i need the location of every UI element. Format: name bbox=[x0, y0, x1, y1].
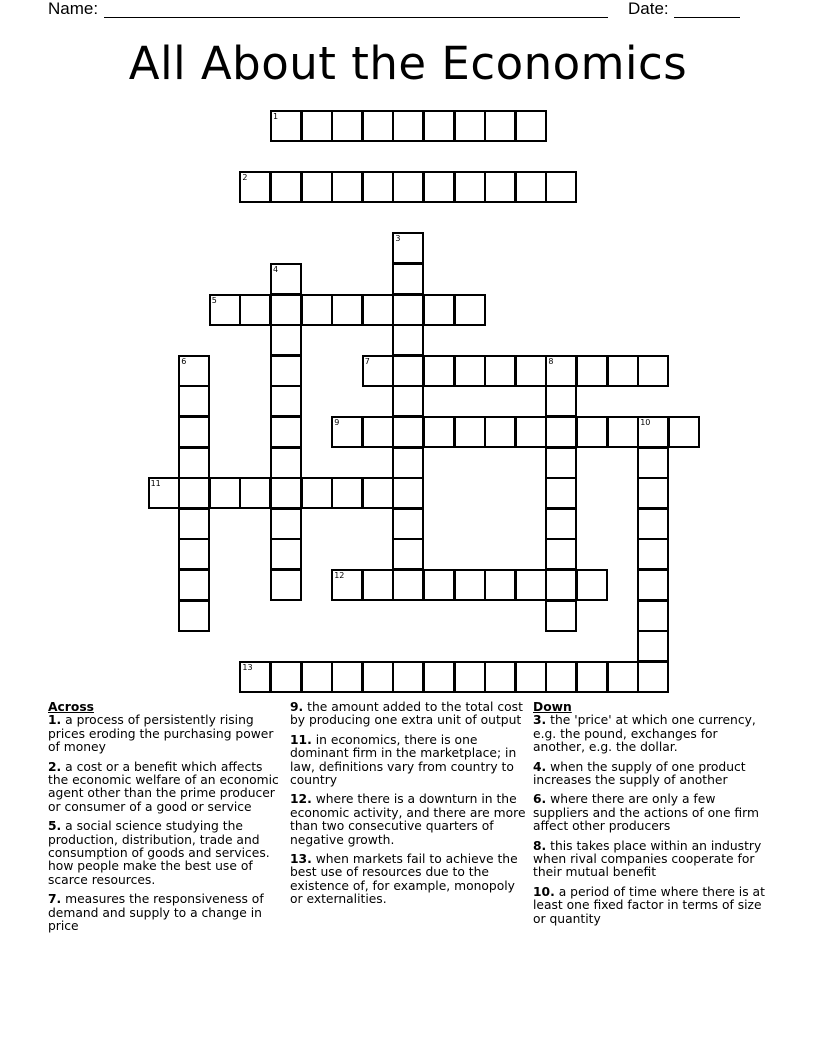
grid-cell[interactable] bbox=[423, 294, 455, 326]
grid-cell[interactable] bbox=[362, 110, 394, 142]
grid-cell[interactable] bbox=[331, 171, 363, 203]
clue-text: a cost or a benefit which affects the economic welfare of an economic agent other than the prime producer or consumer of a good or service bbox=[48, 759, 279, 814]
clue-text: a social science studying the production, distribution, trade and consumption of goods and services. how people make the best use of scarce resources. bbox=[48, 819, 270, 887]
grid-cell[interactable] bbox=[637, 477, 669, 509]
clue-item bbox=[48, 820, 284, 887]
clue-text: where there is a downturn in the economic activity, and there are more than two consecutive quarters of negative growth. bbox=[290, 792, 526, 847]
grid-cell[interactable] bbox=[392, 508, 424, 540]
clue-item bbox=[290, 701, 528, 728]
grid-cell[interactable] bbox=[454, 355, 486, 387]
grid-cell[interactable] bbox=[423, 171, 455, 203]
grid-cell[interactable] bbox=[178, 477, 210, 509]
cell-number: 6 bbox=[181, 356, 187, 366]
clue-item bbox=[533, 886, 769, 926]
grid-cell[interactable] bbox=[270, 661, 302, 693]
grid-cell[interactable] bbox=[392, 232, 424, 264]
grid-cell[interactable] bbox=[607, 355, 639, 387]
grid-cell[interactable] bbox=[392, 171, 424, 203]
grid-cell[interactable] bbox=[484, 569, 516, 601]
cell-number: 11 bbox=[150, 479, 161, 489]
clue-text: this takes place within an industry when rival companies cooperate for their mutual benefit bbox=[533, 838, 762, 880]
clue-text: a process of persistently rising prices eroding the purchasing power of money bbox=[48, 713, 274, 755]
clue-number: 5. bbox=[48, 819, 62, 834]
grid-cell[interactable] bbox=[392, 110, 424, 142]
grid-cell[interactable] bbox=[637, 538, 669, 570]
grid-cell[interactable] bbox=[331, 294, 363, 326]
grid-cell[interactable] bbox=[637, 661, 669, 693]
cell-number: 4 bbox=[273, 265, 279, 274]
cell-number: 10 bbox=[640, 418, 651, 427]
across-clues-column-1 bbox=[48, 701, 284, 940]
clue-item bbox=[533, 761, 769, 788]
grid-cell[interactable] bbox=[178, 447, 210, 479]
cell-number: 13 bbox=[242, 662, 253, 672]
clue-item bbox=[48, 893, 284, 933]
grid-cell[interactable] bbox=[301, 171, 333, 203]
grid-cell[interactable] bbox=[301, 477, 333, 509]
grid-cell[interactable] bbox=[239, 171, 271, 203]
clue-number: 7. bbox=[48, 892, 62, 907]
grid-cell[interactable] bbox=[239, 294, 271, 326]
grid-cell[interactable] bbox=[545, 569, 577, 601]
grid-cell[interactable] bbox=[178, 385, 210, 417]
grid-cell[interactable] bbox=[331, 477, 363, 509]
grid-cell[interactable] bbox=[668, 416, 700, 448]
grid-cell[interactable] bbox=[392, 538, 424, 570]
across-clue-list-2 bbox=[290, 701, 528, 907]
grid-cell[interactable] bbox=[178, 569, 210, 601]
grid-cell[interactable] bbox=[362, 355, 394, 387]
cell-number: 7 bbox=[364, 356, 370, 366]
grid-cell[interactable] bbox=[331, 416, 363, 448]
grid-cell[interactable] bbox=[331, 569, 363, 601]
grid-cell[interactable] bbox=[178, 538, 210, 570]
grid-cell[interactable] bbox=[484, 171, 516, 203]
grid-cell[interactable] bbox=[515, 569, 547, 601]
grid-cell[interactable] bbox=[362, 294, 394, 326]
grid-cell[interactable] bbox=[178, 508, 210, 540]
grid-cell[interactable] bbox=[392, 263, 424, 295]
across-clues-column-2 bbox=[290, 701, 528, 913]
clue-text: the 'price' at which one currency, e.g. the pound, exchanges for another, e.g. the dollar. bbox=[533, 713, 756, 755]
grid-cell[interactable] bbox=[392, 294, 424, 326]
grid-cell[interactable] bbox=[545, 355, 577, 387]
grid-cell[interactable] bbox=[178, 416, 210, 448]
cell-number: 5 bbox=[211, 295, 217, 305]
grid-cell[interactable] bbox=[545, 171, 577, 203]
grid-cell[interactable] bbox=[423, 416, 455, 448]
grid-cell[interactable] bbox=[270, 508, 302, 540]
grid-cell[interactable] bbox=[454, 661, 486, 693]
grid-cell[interactable] bbox=[515, 355, 547, 387]
across-clue-list-1 bbox=[48, 714, 284, 933]
clue-text: a period of time where there is at least one fixed factor in terms of size or quantity bbox=[533, 884, 765, 926]
grid-cell[interactable] bbox=[423, 569, 455, 601]
grid-cell[interactable] bbox=[545, 385, 577, 417]
grid-cell[interactable] bbox=[576, 416, 608, 448]
grid-cell[interactable] bbox=[392, 385, 424, 417]
grid-cell[interactable] bbox=[270, 477, 302, 509]
grid-cell[interactable] bbox=[270, 355, 302, 387]
clue-number: 13. bbox=[290, 852, 312, 867]
grid-cell[interactable] bbox=[576, 355, 608, 387]
grid-cell[interactable] bbox=[270, 569, 302, 601]
clue-text: when markets fail to achieve the best use of resources due to the existence of, for example, monopoly or externalities. bbox=[290, 852, 518, 907]
grid-cell[interactable] bbox=[392, 661, 424, 693]
grid-cell[interactable] bbox=[301, 110, 333, 142]
grid-cell[interactable] bbox=[454, 569, 486, 601]
grid-cell[interactable] bbox=[239, 477, 271, 509]
grid-cell[interactable] bbox=[637, 600, 669, 632]
grid-cell[interactable] bbox=[607, 661, 639, 693]
clue-number: 9. bbox=[290, 700, 304, 714]
grid-cell[interactable] bbox=[270, 294, 302, 326]
cell-number: 1 bbox=[273, 112, 279, 121]
grid-cell[interactable] bbox=[301, 661, 333, 693]
clue-item bbox=[48, 714, 284, 754]
grid-cell[interactable] bbox=[270, 324, 302, 356]
grid-cell[interactable] bbox=[484, 110, 516, 142]
grid-cell[interactable] bbox=[331, 110, 363, 142]
clue-number: 3. bbox=[533, 713, 547, 728]
grid-cell[interactable] bbox=[270, 385, 302, 417]
clue-item bbox=[290, 734, 528, 788]
grid-cell[interactable] bbox=[392, 569, 424, 601]
grid-cell[interactable] bbox=[454, 294, 486, 326]
grid-cell[interactable] bbox=[637, 355, 669, 387]
grid-cell[interactable] bbox=[392, 324, 424, 356]
grid-cell[interactable] bbox=[178, 600, 210, 632]
grid-cell[interactable] bbox=[209, 477, 241, 509]
cell-number: 2 bbox=[242, 173, 248, 183]
grid-cell[interactable] bbox=[392, 447, 424, 479]
clue-text: when the supply of one product increases the supply of another bbox=[533, 759, 746, 788]
clue-item bbox=[533, 714, 769, 754]
grid-cell[interactable] bbox=[484, 355, 516, 387]
down-heading: Down bbox=[533, 700, 572, 714]
grid-cell[interactable] bbox=[637, 416, 669, 448]
cell-number: 3 bbox=[395, 234, 401, 244]
grid-cell[interactable] bbox=[454, 171, 486, 203]
clue-number: 11. bbox=[290, 732, 312, 747]
grid-cell[interactable] bbox=[515, 110, 547, 142]
grid-cell[interactable] bbox=[637, 508, 669, 540]
clue-number: 6. bbox=[533, 792, 547, 807]
grid-cell[interactable] bbox=[576, 569, 608, 601]
clue-number: 2. bbox=[48, 759, 62, 774]
cell-number: 12 bbox=[334, 571, 345, 580]
grid-cell[interactable] bbox=[484, 416, 516, 448]
grid-cell[interactable] bbox=[515, 661, 547, 693]
grid-cell[interactable] bbox=[270, 538, 302, 570]
down-clue-list bbox=[533, 714, 769, 926]
grid-cell[interactable] bbox=[362, 416, 394, 448]
down-clues-column bbox=[533, 701, 769, 932]
clue-number: 10. bbox=[533, 884, 555, 899]
grid-cell[interactable] bbox=[515, 416, 547, 448]
name-label: Name: bbox=[48, 0, 99, 18]
grid-cell[interactable] bbox=[178, 355, 210, 387]
grid-cell[interactable] bbox=[392, 416, 424, 448]
date-label: Date: bbox=[628, 0, 669, 18]
grid-cell[interactable] bbox=[454, 110, 486, 142]
puzzle-title: All About the Economics bbox=[128, 37, 688, 90]
clue-number: 12. bbox=[290, 792, 312, 807]
grid-cell[interactable] bbox=[270, 447, 302, 479]
grid-cell[interactable] bbox=[423, 661, 455, 693]
across-heading: Across bbox=[48, 700, 94, 714]
grid-cell[interactable] bbox=[423, 110, 455, 142]
grid-cell[interactable] bbox=[362, 661, 394, 693]
grid-cell[interactable] bbox=[545, 538, 577, 570]
grid-cell[interactable] bbox=[423, 355, 455, 387]
grid-cell[interactable] bbox=[637, 569, 669, 601]
grid-cell[interactable] bbox=[239, 661, 271, 693]
clue-text: measures the responsiveness of demand and supply to a change in price bbox=[48, 892, 264, 934]
grid-cell[interactable] bbox=[637, 447, 669, 479]
grid-cell[interactable] bbox=[148, 477, 180, 509]
grid-cell[interactable] bbox=[392, 355, 424, 387]
cell-number: 8 bbox=[548, 356, 554, 366]
clue-item bbox=[533, 840, 769, 880]
grid-cell[interactable] bbox=[637, 630, 669, 662]
grid-cell[interactable] bbox=[484, 661, 516, 693]
clue-number: 1. bbox=[48, 713, 62, 728]
grid-cell[interactable] bbox=[270, 171, 302, 203]
clue-number: 4. bbox=[533, 759, 547, 774]
grid-cell[interactable] bbox=[545, 447, 577, 479]
grid-cell[interactable] bbox=[270, 416, 302, 448]
grid-cell[interactable] bbox=[362, 171, 394, 203]
grid-cell[interactable] bbox=[270, 110, 302, 142]
clue-text: the amount added to the total cost by producing one extra unit of output bbox=[290, 700, 523, 728]
grid-cell[interactable] bbox=[515, 171, 547, 203]
grid-cell[interactable] bbox=[576, 661, 608, 693]
grid-cell[interactable] bbox=[545, 661, 577, 693]
clue-item bbox=[533, 793, 769, 833]
grid-cell[interactable] bbox=[362, 569, 394, 601]
grid-cell[interactable] bbox=[270, 263, 302, 295]
clue-text: where there are only a few suppliers and the actions of one firm affect other producers bbox=[533, 792, 759, 834]
grid-cell[interactable] bbox=[454, 416, 486, 448]
clue-number: 8. bbox=[533, 838, 547, 853]
clue-text: in economics, there is one dominant firm in the marketplace; in law, definitions vary from country to country bbox=[290, 732, 517, 788]
cell-number: 9 bbox=[334, 418, 340, 427]
grid-cell[interactable] bbox=[209, 294, 241, 326]
clue-item bbox=[290, 853, 528, 907]
grid-cell[interactable] bbox=[545, 508, 577, 540]
grid-cell[interactable] bbox=[362, 477, 394, 509]
grid-cell[interactable] bbox=[301, 294, 333, 326]
grid-cell[interactable] bbox=[545, 416, 577, 448]
clue-item bbox=[290, 793, 528, 847]
grid-cell[interactable] bbox=[392, 477, 424, 509]
grid-cell[interactable] bbox=[607, 416, 639, 448]
grid-cell[interactable] bbox=[545, 477, 577, 509]
clue-item bbox=[48, 761, 284, 815]
grid-cell[interactable] bbox=[545, 600, 577, 632]
grid-cell[interactable] bbox=[331, 661, 363, 693]
